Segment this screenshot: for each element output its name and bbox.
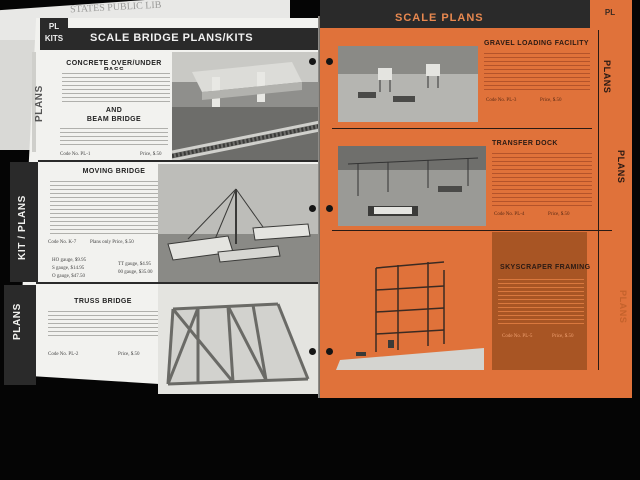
right-side-line [598,30,599,370]
moving-body-text [50,178,162,234]
side-label-plans-top: PLANS [34,85,45,122]
left-header-title: SCALE BRIDGE PLANS/KITS [90,32,254,44]
binding-hole-right-3 [326,348,333,355]
binding-hole-right-1 [326,58,333,65]
binding-hole-left-2 [309,205,316,212]
side-label-plans-bottom: PLANS [12,303,23,340]
left-tab-line1: PL [48,22,60,31]
left-divider-1 [38,160,320,162]
truss-body-text [48,308,158,338]
binding-hole-left-3 [309,348,316,355]
skyscraper-price: Price, $.50 [552,334,574,339]
binding-hole-right-2 [326,205,333,212]
side-label-kit-plans: KIT / PLANS [17,195,28,260]
concrete-body-text-2 [60,125,168,147]
right-header-title: SCALE PLANS [395,12,484,24]
left-page-tab [40,18,68,50]
gravel-code: Code No. PL-3 [486,98,517,103]
moving-bridge-photo [158,164,320,282]
left-tab-line2: KITS [44,34,64,43]
gravel-price: Price, $.50 [540,98,562,103]
beam-title: BEAM BRIDGE [86,116,142,123]
gravel-loading-photo [338,46,478,122]
transfer-price: Price, $.50 [548,212,570,217]
transfer-code: Code No. PL-4 [494,212,525,217]
moving-code: Code No. K-7 [48,240,77,245]
truss-code: Code No. PL-2 [48,352,79,357]
skyscraper-code: Code No. PL-5 [502,334,533,339]
concrete-price: Price, $.50 [140,152,162,157]
right-side-label-middle: PLANS [616,150,626,184]
truss-price: Price, $.50 [118,352,140,357]
truss-bridge-photo [158,284,320,394]
moving-gauge-00: 00 gauge, $35.00 [118,270,153,275]
right-divider-1 [332,128,592,129]
transfer-body-text [492,150,592,206]
moving-gauge-o: O gauge, $47.50 [52,274,86,279]
concrete-and: AND [105,107,123,114]
concrete-bridge-photo [172,52,320,160]
moving-gauge-tt: TT gauge, $4.95 [118,262,151,267]
moving-gauge-s: S gauge, $14.95 [52,266,85,271]
concrete-title: CONCRETE OVER/UNDER [66,60,162,67]
right-page-tab: PL [590,0,630,24]
background-sheet-text: STATES PUBLIC LIB [69,0,162,16]
gravel-body-text [484,50,590,90]
gravel-title: GRAVEL LOADING FACILITY [484,40,589,47]
right-divider-2 [332,230,612,231]
truss-bridge-title: TRUSS BRIDGE [74,298,132,305]
moving-gauge-ho: HO gauge, $9.95 [52,258,87,263]
binding-hole-left-1 [309,58,316,65]
concrete-body-text-1 [62,70,170,104]
right-side-label-top: PLANS [602,60,612,94]
moving-price: Plans only Price, $.50 [90,240,134,245]
right-side-label-bottom: PLANS [618,290,628,324]
skyscraper-body-text [498,276,584,326]
transfer-dock-title: TRANSFER DOCK [492,140,558,147]
concrete-code: Code No. PL-1 [60,152,91,157]
moving-bridge-title: MOVING BRIDGE [82,168,146,175]
skyscraper-framing-photo [336,250,488,370]
transfer-dock-photo [338,146,486,226]
skyscraper-title: SKYSCRAPER FRAMING [500,264,591,271]
